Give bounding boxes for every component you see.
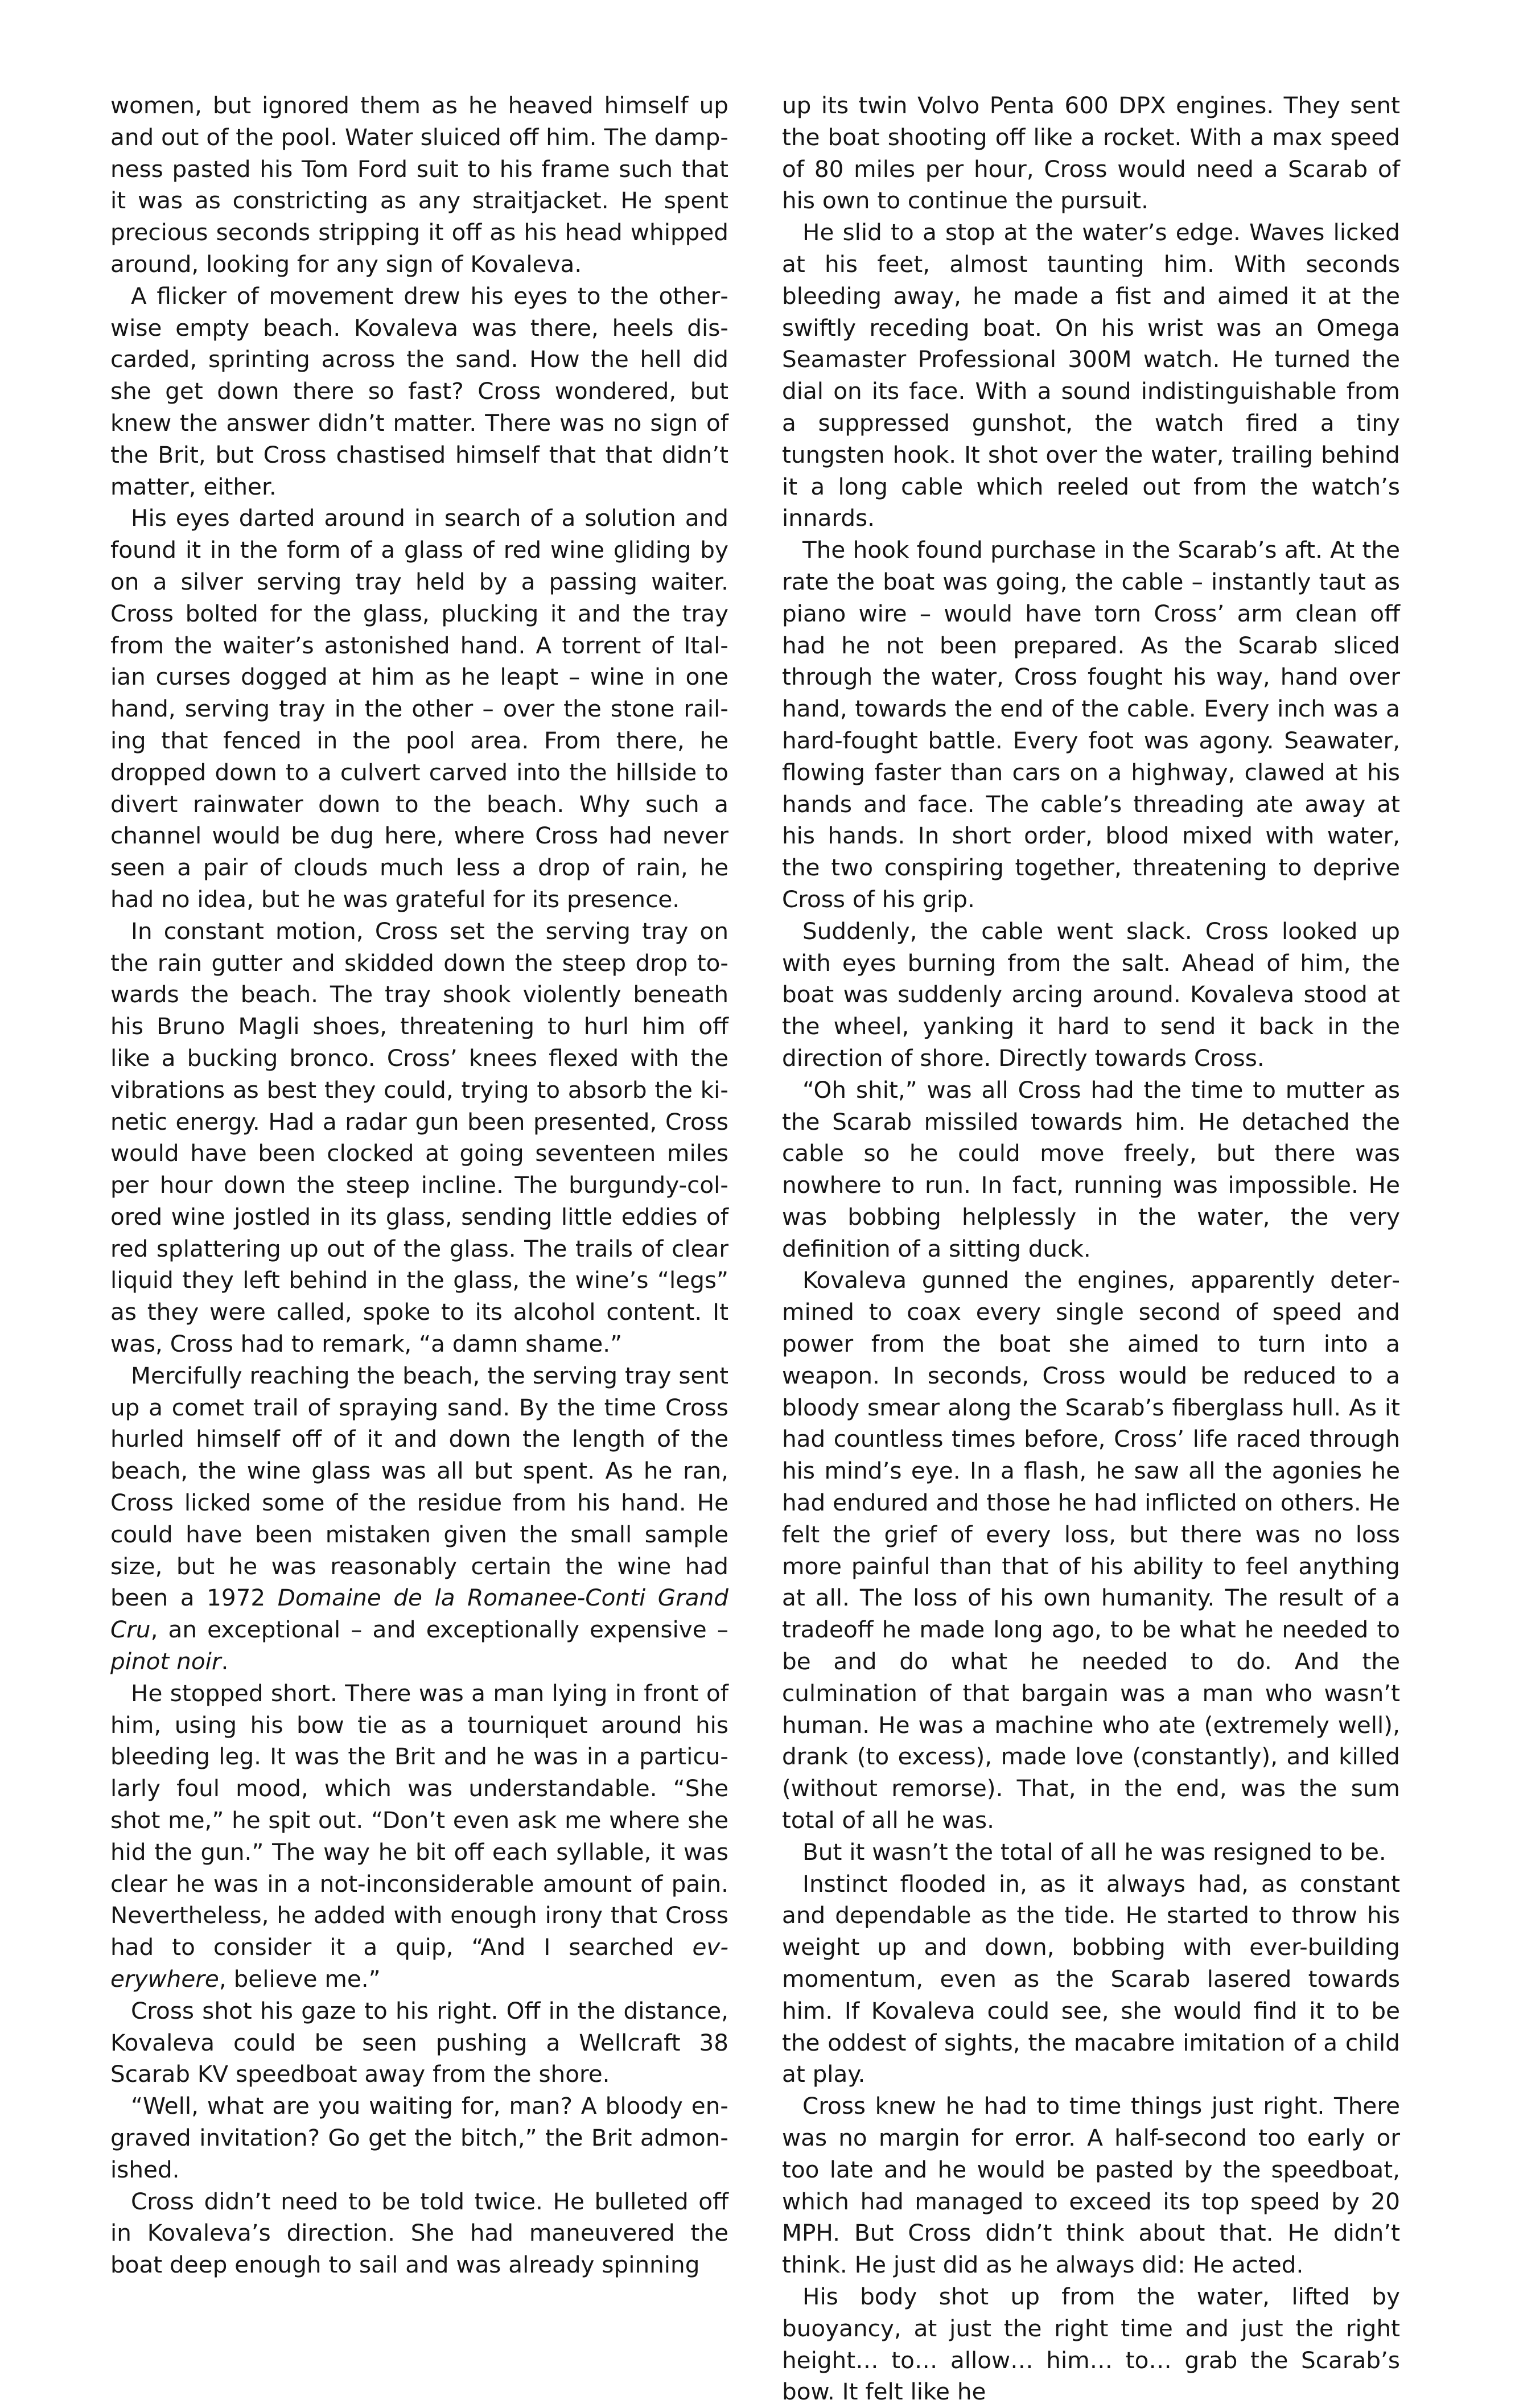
text-segment: He slid to a stop at the water’s edge. Waves licked at his feet, almost taunting him. With seconds bleeding away, he made a fist and aimed it at the swiftly receding boat. On his wrist was an Omega Seamaster Professional 300M watch. He turned the dial on its face. With a sound indistinguishable from a suppressed gunshot, the watch fired a tiny tungsten hook. It shot over the water, trailing behind it a long cable which reeled out from the watch’s innards. — [782, 219, 1400, 532]
paragraph — [782, 1265, 1400, 1836]
italic-text-segment: pinot noir — [110, 1648, 221, 1676]
italic-text-segment: everywhere — [110, 1933, 728, 1993]
text-segment: . — [221, 1648, 229, 1676]
text-segment: Cross didn’t need to be told twice. He bulleted off in Kovaleva’s direction. She had maneuvered the boat deep enough to sail and was already spinning — [110, 2187, 728, 2279]
text-segment: Mercifully reaching the beach, the serving tray sent up a comet trail of spraying sand. By the time Cross hurled himself off of it and down the length of the beach, the wine glass was all but spent. As he ran, Cross licked some of the residue from his hand. He could have been mistaken given the small sample size, but he was reasonably certain the wine had been a 1972 — [110, 1361, 728, 1612]
paragraph — [782, 217, 1400, 534]
paragraph — [782, 916, 1400, 1075]
text-segment: Cross shot his gaze to his right. Off in the distance, Kovaleva could be seen pushing a Wellcraft 38 Scarab KV speedboat away from the shore. — [110, 1997, 728, 2088]
paragraph — [110, 281, 728, 503]
text-segment: , an exceptional – and exceptionally expensive – — [150, 1616, 728, 1644]
text-segment: “Oh shit,” was all Cross had the time to mutter as the Scarab missiled towards him. He detached the cable so he could move freely, but there was nowhere to run. In fact, running was impossible. He was bobbing helplessly in the water, the very definition of a sitting duck. — [782, 1076, 1400, 1262]
text-segment: But it wasn’t the total of all he was resigned to be. — [802, 1838, 1386, 1866]
right-text-column — [782, 90, 1400, 2408]
paragraph — [110, 2186, 728, 2281]
paragraph — [110, 503, 728, 915]
text-segment: Kovaleva gunned the engines, apparently determined to coax every single second of speed and power from the boat she aimed to turn into a weapon. In seconds, Cross would be reduced to a bloody smear along the Scarab’s fiberglass hull. As it had countless times before, Cross’ life raced through his mind’s eye. In a flash, he saw all the agonies he had endured and those he had inflicted on others. He felt the grief of every loss, but there was no loss more painful than that of his ability to feel anything at all. The loss of his own humanity. The result of a tradeoff he made long ago, to be what he needed to be and do what he needed to do. And the culmination of that bargain was a man who wasn’t human. He was a machine who ate (extremely well), drank (to excess), made love (constantly), and killed (without remorse). That, in the end, was the sum total of all he was. — [782, 1266, 1400, 1834]
paragraph — [782, 2281, 1400, 2408]
text-segment: His eyes darted around in search of a solution and found it in the form of a glass of red wine gliding by on a silver serving tray held by a passing waiter. Cross bolted for the glass, plucking it and the tray from the waiter’s astonished hand. A torrent of Italian curses dogged at him as he leapt – wine in one hand, serving tray in the other – over the stone railing that fenced in the pool area. From there, he dropped down to a culvert carved into the hillside to divert rainwater down to the beach. Why such a channel would be dug here, where Cross had never seen a pair of clouds much less a drop of rain, he had no idea, but he was grateful for its presence. — [110, 504, 728, 913]
text-segment: Cross knew he had to time things just right. There was no margin for error. A half-second too early or too late and he would be pasted by the speedboat, which had managed to exceed its top speed by 20 MPH. But Cross didn’t think about that. He didn’t think. He just did as he always did: He acted. — [782, 2092, 1400, 2279]
text-segment: Suddenly, the cable went slack. Cross looked up with eyes burning from the salt. Ahead of him, the boat was suddenly arcing around. Kovaleva stood at the wheel, yanking it hard to send it back in the direction of shore. Directly towards Cross. — [782, 917, 1400, 1072]
text-segment: The hook found purchase in the Scarab’s aft. At the rate the boat was going, the cable – instantly taut as piano wire – would have torn Cross’ arm clean off had he not been prepared. As the Scarab sliced through the water, Cross fought his way, hand over hand, towards the end of the cable. Every inch was a hard-fought battle. Every foot was agony. Seawater, flowing faster than cars on a highway, clawed at his hands and face. The cable’s threading ate away at his hands. In short order, blood mixed with water, the two conspiring together, threatening to deprive Cross of his grip. — [782, 536, 1400, 913]
text-segment: In constant motion, Cross set the serving tray on the rain gutter and skidded down the steep drop towards the beach. The tray shook violently beneath his Bruno Magli shoes, threatening to hurl him off like a bucking bronco. Cross’ knees flexed with the vibrations as best they could, trying to absorb the kinetic energy. Had a radar gun been presented, Cross would have been clocked at going seventeen miles per hour down the steep incline. The burgundy-colored wine jostled in its glass, sending little eddies of red splattering up out of the glass. The trails of clear liquid they left behind in the glass, the wine’s “legs” as they were called, spoke to its alcohol content. It was, Cross had to remark, “a damn shame.” — [110, 917, 728, 1358]
paragraph — [782, 1075, 1400, 1265]
italic-text-segment: Domaine de la Romanee-Conti Grand Cru — [110, 1584, 728, 1644]
paragraph — [110, 1995, 728, 2090]
paragraph — [110, 916, 728, 1360]
text-segment: A flicker of movement drew his eyes to the otherwise empty beach. Kovaleva was there, heels discarded, sprinting across the sand. How the hell did she get down there so fast? Cross wondered, but knew the answer didn’t matter. There was no sign of the Brit, but Cross chastised himself that that didn’t matter, either. — [110, 282, 728, 500]
text-segment: He stopped short. There was a man lying in front of him, using his bow tie as a tourniquet around his bleeding leg. It was the Brit and he was in a particularly foul mood, which was understandable. “She shot me,” he spit out. “Don’t even ask me where she hid the gun.” The way he bit off each syllable, it was clear he was in a not-inconsiderable amount of pain. Nevertheless, he added with enough irony that Cross had to consider it a quip, “And I searched — [110, 1679, 728, 1961]
paragraph — [782, 2090, 1400, 2281]
paragraph — [110, 1678, 728, 1995]
paragraph — [782, 1868, 1400, 2091]
text-segment: women, but ignored them as he heaved himself up and out of the pool. Water sluiced off him. The dampness pasted his Tom Ford suit to his frame such that it was as constricting as any straitjacket. He spent precious seconds stripping it off as his head whipped around, looking for any sign of Kovaleva. — [110, 92, 728, 278]
text-segment: Instinct flooded in, as it always had, as constant and dependable as the tide. He started to throw his weight up and down, bobbing with ever-building momentum, even as the Scarab lasered towards him. If Kovaleva could see, she would find it to be the oddest of sights, the macabre imitation of a child at play. — [782, 1870, 1400, 2088]
left-text-column — [110, 90, 728, 2281]
text-segment: , believe me.” — [219, 1965, 381, 1993]
paragraph — [110, 90, 728, 281]
paragraph — [110, 1360, 728, 1678]
paragraph — [782, 90, 1400, 217]
text-segment: “Well, what are you waiting for, man? A bloody engraved invitation? Go get the bitch,” the Brit admonished. — [110, 2092, 728, 2183]
paragraph — [782, 1837, 1400, 1868]
paragraph — [782, 534, 1400, 916]
paragraph — [110, 2090, 728, 2185]
text-segment: up its twin Volvo Penta 600 DPX engines. They sent the boat shooting off like a rocket. With a max speed of 80 miles per hour, Cross would need a Scarab of his own to continue the pursuit. — [782, 92, 1400, 215]
text-segment: His body shot up from the water, lifted by buoyancy, at just the right time and just the right height… to… allow… him… to… grab the Scarab’s bow. It felt like he — [782, 2282, 1400, 2406]
